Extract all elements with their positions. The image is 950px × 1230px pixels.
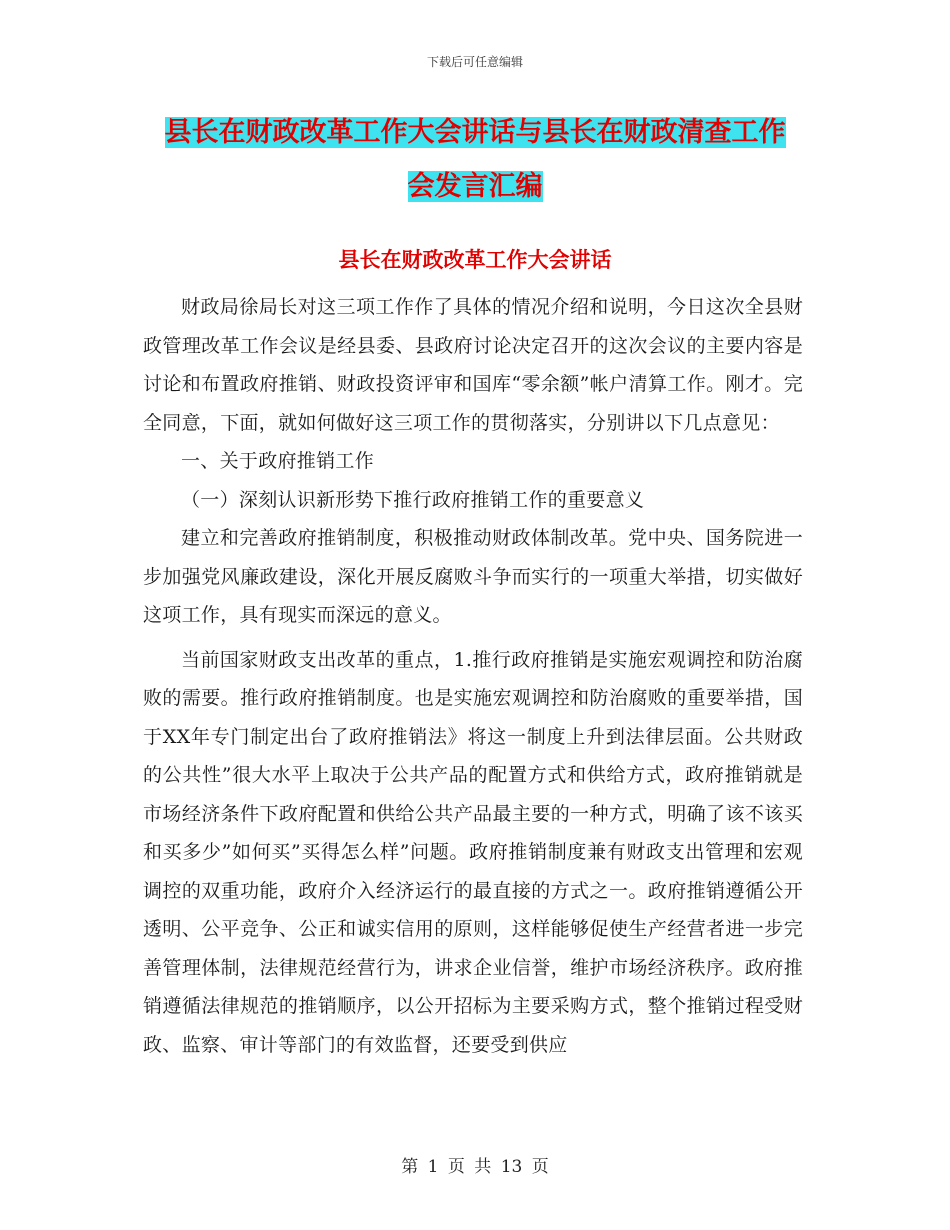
document-body: [143, 288, 803, 1064]
paragraph: 建立和完善政府推销制度，积极推动财政体制改革。党中央、国务院进一步加强党风廉政建设，深化开展反腐败斗争而实行的一项重大举措，切实做好这项工作，具有现实而深远的意义。: [143, 527, 803, 626]
heading-level-1: 一、关于政府推销工作: [181, 450, 375, 472]
section-title: 县长在财政改革工作大会讲话: [338, 248, 612, 272]
page-footer: 第 1 页 共 13 页: [401, 1157, 549, 1177]
paragraph: 当前国家财政支出改革的重点，1.推行政府推销是实施宏观调控和防治腐败的需要。推行政府推销制度。也是实施宏观调控和防治腐败的重要举措，国于XX年专门制定出台了政府推销法》将这一制度上升到法律层面。公共财政的公共性”很大水平上取决于公共产品的配置方式和供给方式，政府推销就是市场经济条件下政府配置和供给公共产品最主要的一种方式，明确了该不该买和买多少”如何买”买得怎么样”问题。政府推销制度兼有财政支出管理和宏观调控的双重功能，政府介入经济运行的最直接的方式之一。政府推销遵循公开透明、公平竞争、公正和诚实信用的原则，这样能够促使生产经营者进一步完善管理体制，法律规范经营行为，讲求企业信誉，维护市场经济秩序。政府推销遵循法律规范的推销顺序，以公开招标为主要采购方式，整个推销过程受财政、监察、审计等部门的有效监督，还要受到供应: [143, 648, 803, 1056]
header-note: 下载后可任意编辑: [426, 55, 523, 69]
title-line-1: 县长在财政改革工作大会讲话与县长在财政清查工作: [164, 117, 786, 148]
document-title: [140, 106, 810, 214]
heading-level-2: （一）深刻认识新形势下推行政府推销工作的重要意义: [181, 488, 645, 511]
paragraph: 财政局徐局长对这三项工作作了具体的情况介绍和说明，今日这次全县财政管理改革工作会议是经县委、县政府讨论决定召开的这次会议的主要内容是讨论和布置政府推销、财政投资评审和国库“零余额”帐户清算工作。刚才。完全同意，下面，就如何做好这三项工作的贯彻落实，分别讲以下几点意见：: [143, 296, 803, 434]
title-line-2: 会发言汇编: [407, 171, 543, 202]
